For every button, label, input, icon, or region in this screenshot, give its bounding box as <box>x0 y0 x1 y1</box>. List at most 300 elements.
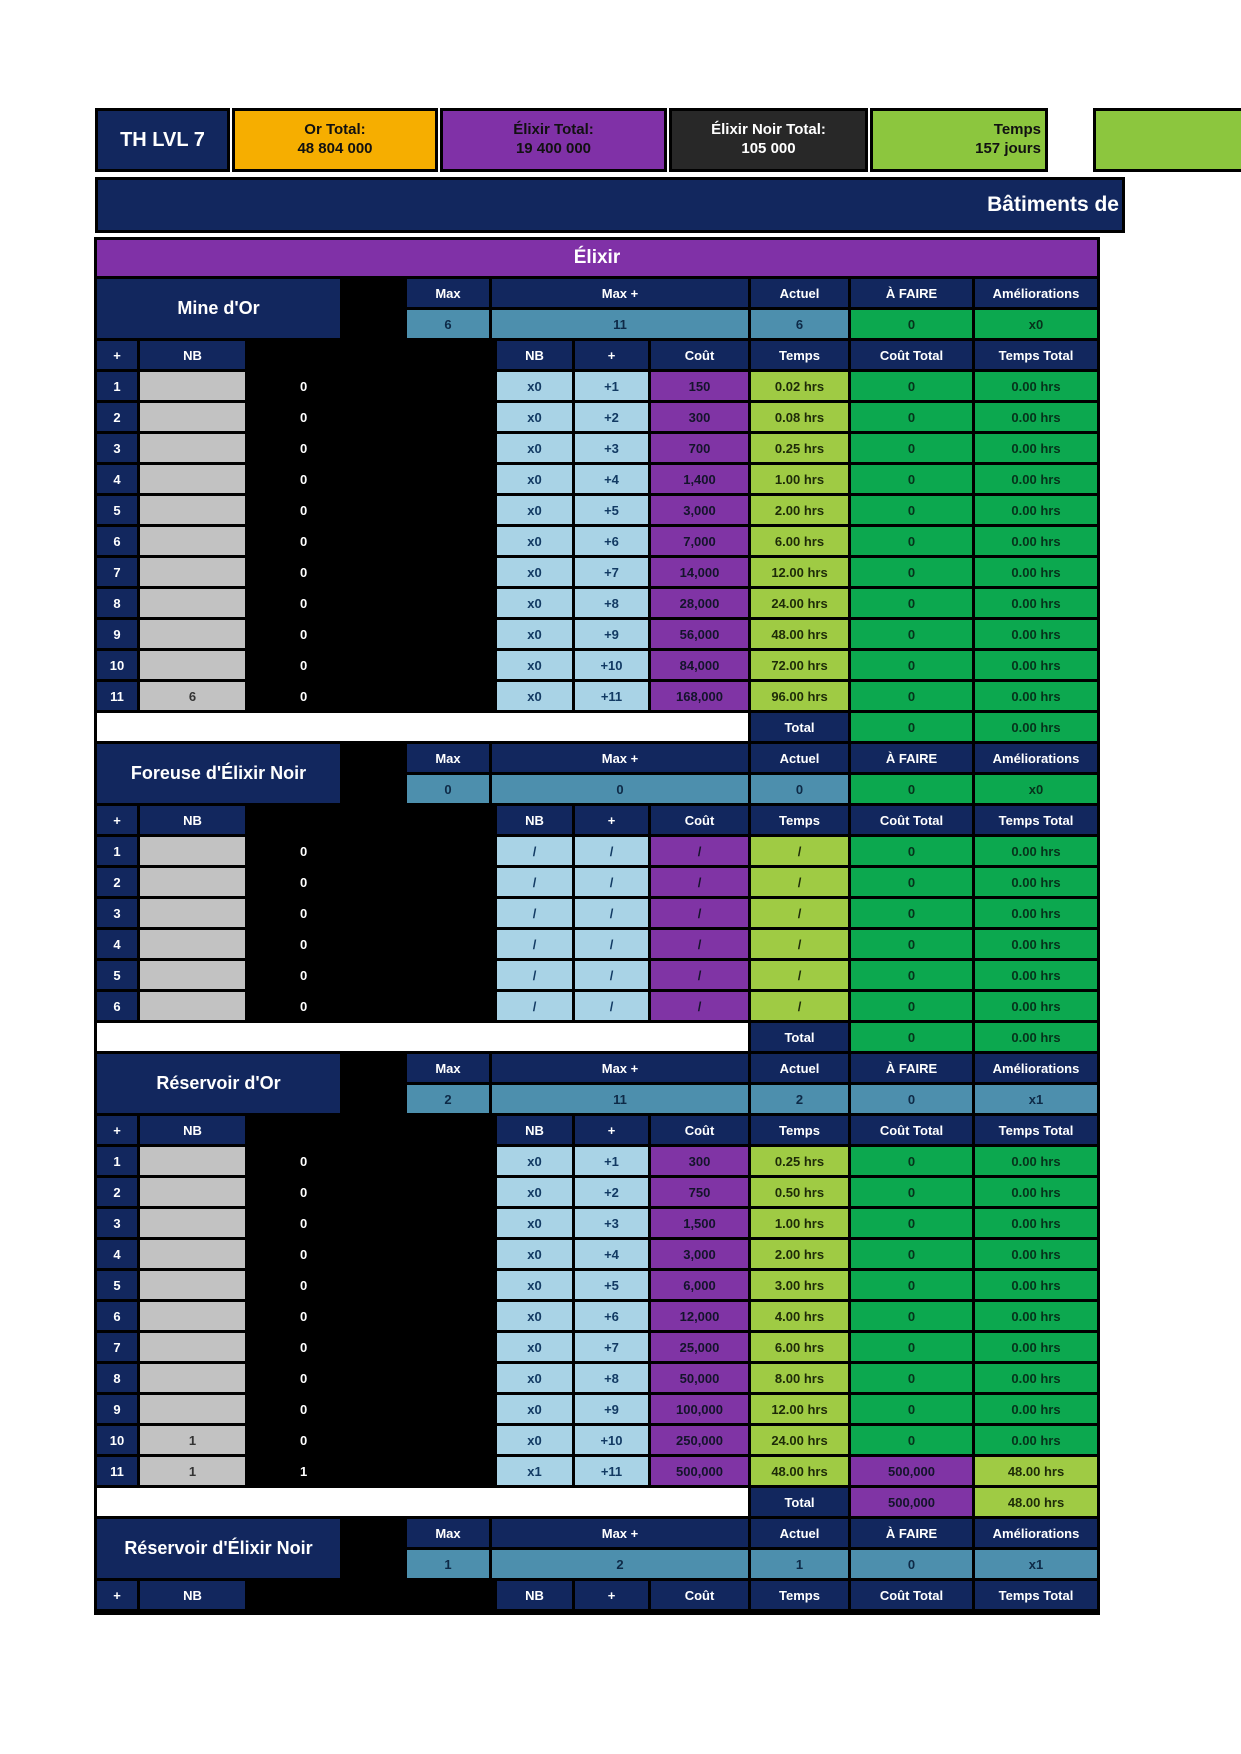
temps-total-cell[interactable]: 0.00 hrs <box>975 434 1097 462</box>
cout-total-cell[interactable]: 0 <box>851 961 972 989</box>
nb-x-cell[interactable]: x0 <box>497 372 572 400</box>
cout-cell[interactable]: 168,000 <box>651 682 748 710</box>
cout-cell[interactable]: / <box>651 961 748 989</box>
nb-input-cell[interactable] <box>140 1364 245 1392</box>
plus-cell[interactable]: +11 <box>575 682 648 710</box>
ameliorations-value-cell[interactable]: x0 <box>975 775 1097 803</box>
plus-cell[interactable]: +6 <box>575 527 648 555</box>
max-plus-value-cell[interactable]: 2 <box>492 1550 748 1578</box>
temps-cell[interactable]: 2.00 hrs <box>751 1240 848 1268</box>
temps-total-cell[interactable]: 0.00 hrs <box>975 868 1097 896</box>
plus-cell[interactable]: / <box>575 930 648 958</box>
nb-x-cell[interactable]: x0 <box>497 1426 572 1454</box>
dark-elixir-total-cell[interactable] <box>669 108 868 172</box>
count-cell[interactable]: 0 <box>248 403 494 431</box>
actuel-value-cell[interactable]: 2 <box>751 1085 848 1113</box>
nb-input-cell[interactable] <box>140 558 245 586</box>
temps-cell[interactable]: 0.25 hrs <box>751 434 848 462</box>
plus-cell[interactable]: +10 <box>575 651 648 679</box>
cout-cell[interactable]: 1,400 <box>651 465 748 493</box>
temps-total-cell[interactable]: 0.00 hrs <box>975 1209 1097 1237</box>
plus-cell[interactable]: +7 <box>575 558 648 586</box>
a-faire-header: À FAIRE <box>851 1054 972 1082</box>
max-plus-value-cell[interactable]: 11 <box>492 1085 748 1113</box>
cout-total-cell[interactable]: 0 <box>851 992 972 1020</box>
count-cell[interactable]: 0 <box>248 992 494 1020</box>
cout-total-cell[interactable]: 0 <box>851 1240 972 1268</box>
nb-input-cell[interactable] <box>140 527 245 555</box>
cout-total-cell[interactable]: 0 <box>851 899 972 927</box>
cout-cell[interactable]: / <box>651 899 748 927</box>
level-cell[interactable]: 1 <box>97 1147 137 1175</box>
cout-cell[interactable]: 300 <box>651 1147 748 1175</box>
nb-input-cell[interactable] <box>140 651 245 679</box>
cout-total-cell[interactable]: 0 <box>851 1333 972 1361</box>
town-hall-level-cell[interactable] <box>95 108 230 172</box>
temps-total-cell[interactable]: 0.00 hrs <box>975 372 1097 400</box>
ameliorations-value-cell[interactable]: x1 <box>975 1085 1097 1113</box>
nb-input-cell[interactable] <box>140 372 245 400</box>
level-cell[interactable]: 5 <box>97 496 137 524</box>
temps-total-cell[interactable]: 0.00 hrs <box>975 1364 1097 1392</box>
nb-input-cell[interactable] <box>140 1302 245 1330</box>
plus-cell[interactable]: +10 <box>575 1426 648 1454</box>
count-cell[interactable]: 0 <box>248 682 494 710</box>
gold-total-cell[interactable] <box>232 108 438 172</box>
cout-cell[interactable]: 750 <box>651 1178 748 1206</box>
temps-total-cell[interactable]: 0.00 hrs <box>975 992 1097 1020</box>
temps-total-cell[interactable]: 0.00 hrs <box>975 465 1097 493</box>
count-cell[interactable]: 0 <box>248 1426 494 1454</box>
nb-x-cell[interactable]: x0 <box>497 620 572 648</box>
count-cell[interactable]: 1 <box>248 1457 494 1485</box>
count-cell[interactable]: 0 <box>248 434 494 462</box>
level-cell[interactable]: 11 <box>97 682 137 710</box>
nb-input-cell[interactable] <box>140 837 245 865</box>
nb-input-cell[interactable] <box>140 1333 245 1361</box>
cout-cell[interactable]: 3,000 <box>651 496 748 524</box>
screenshot-seam-gap <box>1048 108 1093 172</box>
cout-cell[interactable]: / <box>651 837 748 865</box>
level-cell[interactable]: 5 <box>97 961 137 989</box>
nb-input-cell[interactable] <box>140 1240 245 1268</box>
nb-input-cell[interactable] <box>140 1271 245 1299</box>
cout-total-cell[interactable]: 0 <box>851 930 972 958</box>
count-cell[interactable]: 0 <box>248 558 494 586</box>
count-cell[interactable]: 0 <box>248 589 494 617</box>
nb-x-cell[interactable]: x0 <box>497 1302 572 1330</box>
nb-x-cell[interactable]: x0 <box>497 496 572 524</box>
plus-cell[interactable]: +6 <box>575 1302 648 1330</box>
temps-cell[interactable]: 0.25 hrs <box>751 1147 848 1175</box>
nb-x-cell[interactable]: / <box>497 837 572 865</box>
count-cell[interactable]: 0 <box>248 496 494 524</box>
count-cell[interactable]: 0 <box>248 651 494 679</box>
count-cell[interactable]: 0 <box>248 961 494 989</box>
level-cell[interactable]: 9 <box>97 1395 137 1423</box>
nb-input-cell[interactable]: 1 <box>140 1457 245 1485</box>
level-cell[interactable]: 6 <box>97 1302 137 1330</box>
count-cell[interactable]: 0 <box>248 868 494 896</box>
total-cout-cell[interactable]: 0 <box>851 1023 972 1051</box>
cout-total-cell[interactable]: 0 <box>851 1364 972 1392</box>
a-faire-value-cell[interactable]: 0 <box>851 1550 972 1578</box>
plus-cell[interactable]: / <box>575 837 648 865</box>
plus-cell[interactable]: +9 <box>575 620 648 648</box>
cout-cell[interactable]: / <box>651 868 748 896</box>
section-name: Mine d'Or <box>97 279 340 338</box>
cout-total-cell[interactable]: 0 <box>851 1147 972 1175</box>
temps-cell[interactable]: 8.00 hrs <box>751 1364 848 1392</box>
nb-input-cell[interactable] <box>140 961 245 989</box>
buildings-banner-label: Bâtiments de <box>987 193 1119 216</box>
cout-cell[interactable]: / <box>651 930 748 958</box>
nb-input-cell[interactable] <box>140 403 245 431</box>
temps-cell[interactable]: 2.00 hrs <box>751 496 848 524</box>
plus-cell[interactable]: / <box>575 899 648 927</box>
temps-cell[interactable]: 1.00 hrs <box>751 465 848 493</box>
cout-cell[interactable]: 28,000 <box>651 589 748 617</box>
level-cell[interactable]: 3 <box>97 434 137 462</box>
ameliorations-value-cell[interactable]: x0 <box>975 310 1097 338</box>
nb-x-cell[interactable]: / <box>497 930 572 958</box>
nb-input-cell[interactable] <box>140 1147 245 1175</box>
a-faire-value-cell[interactable]: 0 <box>851 310 972 338</box>
total-row-spacer <box>97 713 748 741</box>
total-temps-cell[interactable]: 48.00 hrs <box>975 1488 1097 1516</box>
level-cell[interactable]: 9 <box>97 620 137 648</box>
nb-x-cell[interactable]: x0 <box>497 682 572 710</box>
level-cell[interactable]: 4 <box>97 930 137 958</box>
level-cell[interactable]: 7 <box>97 558 137 586</box>
cout-cell[interactable]: 3,000 <box>651 1240 748 1268</box>
cout-total-cell[interactable]: 0 <box>851 1178 972 1206</box>
nb-x-cell[interactable]: x0 <box>497 434 572 462</box>
temps-cell[interactable]: 0.50 hrs <box>751 1178 848 1206</box>
temps-cell[interactable]: / <box>751 930 848 958</box>
level-cell[interactable]: 6 <box>97 992 137 1020</box>
level-cell[interactable]: 2 <box>97 868 137 896</box>
level-cell[interactable]: 7 <box>97 1333 137 1361</box>
a-faire-header: À FAIRE <box>851 1519 972 1547</box>
upgrade-table <box>94 237 1100 1615</box>
count-cell[interactable]: 0 <box>248 1395 494 1423</box>
section-header <box>97 279 1097 338</box>
temps-cell[interactable]: 48.00 hrs <box>751 1457 848 1485</box>
actuel-value-cell[interactable]: 0 <box>751 775 848 803</box>
nb-input-cell[interactable] <box>140 992 245 1020</box>
column-header-gap <box>248 1116 494 1144</box>
level-cell[interactable]: 1 <box>97 837 137 865</box>
cout-total-cell[interactable]: 0 <box>851 651 972 679</box>
nb-x-cell[interactable]: x0 <box>497 403 572 431</box>
level-cell[interactable]: 10 <box>97 651 137 679</box>
plus-cell[interactable]: +9 <box>575 1395 648 1423</box>
count-cell[interactable]: 0 <box>248 899 494 927</box>
level-cell[interactable]: 2 <box>97 403 137 431</box>
temps-cell[interactable]: / <box>751 837 848 865</box>
level-cell[interactable]: 11 <box>97 1457 137 1485</box>
max-value-cell[interactable]: 0 <box>407 775 489 803</box>
cout-cell[interactable]: 700 <box>651 434 748 462</box>
nb-x-cell[interactable]: x0 <box>497 1333 572 1361</box>
actuel-value-cell[interactable]: 6 <box>751 310 848 338</box>
plus-cell[interactable]: / <box>575 992 648 1020</box>
section-header-gap <box>343 1054 404 1113</box>
temps-cell[interactable]: 6.00 hrs <box>751 1333 848 1361</box>
nb-x-cell[interactable]: / <box>497 899 572 927</box>
temps-total-cell[interactable]: 0.00 hrs <box>975 558 1097 586</box>
cout-total-cell[interactable]: 0 <box>851 620 972 648</box>
nb-input-cell[interactable] <box>140 496 245 524</box>
level-cell[interactable]: 6 <box>97 527 137 555</box>
nb-input-cell[interactable] <box>140 434 245 462</box>
section-name: Réservoir d'Or <box>97 1054 340 1113</box>
plus-cell[interactable]: +3 <box>575 1209 648 1237</box>
temps-total-cell[interactable]: 0.00 hrs <box>975 837 1097 865</box>
temps-cell[interactable]: 4.00 hrs <box>751 1302 848 1330</box>
max-plus-value-cell[interactable]: 11 <box>492 310 748 338</box>
cout-total-cell[interactable]: 0 <box>851 1209 972 1237</box>
count-cell[interactable]: 0 <box>248 465 494 493</box>
a-faire-value-cell[interactable]: 0 <box>851 1085 972 1113</box>
plus-cell[interactable]: +4 <box>575 465 648 493</box>
plus-cell[interactable]: +4 <box>575 1240 648 1268</box>
count-cell[interactable]: 0 <box>248 1178 494 1206</box>
nb-input-cell[interactable] <box>140 465 245 493</box>
temps-total-cell[interactable]: 0.00 hrs <box>975 961 1097 989</box>
count-cell[interactable]: 0 <box>248 1364 494 1392</box>
cout-cell[interactable]: 6,000 <box>651 1271 748 1299</box>
nb-x-cell[interactable]: / <box>497 868 572 896</box>
cout-total-cell[interactable]: 0 <box>851 558 972 586</box>
plus-cell[interactable]: +5 <box>575 1271 648 1299</box>
count-cell[interactable]: 0 <box>248 1240 494 1268</box>
temps-column-header: Temps <box>751 806 848 834</box>
temps-cell[interactable]: / <box>751 868 848 896</box>
cout-total-cell[interactable]: 0 <box>851 589 972 617</box>
cout-cell[interactable]: 56,000 <box>651 620 748 648</box>
temps-cell[interactable]: 3.00 hrs <box>751 1271 848 1299</box>
cout-cell[interactable]: 100,000 <box>651 1395 748 1423</box>
temps-total-cell[interactable]: 0.00 hrs <box>975 620 1097 648</box>
temps-total-cell[interactable]: 0.00 hrs <box>975 651 1097 679</box>
max-value-cell[interactable]: 2 <box>407 1085 489 1113</box>
nb-x-cell[interactable]: / <box>497 992 572 1020</box>
cout-total-cell[interactable]: 0 <box>851 1395 972 1423</box>
temps-total-cell[interactable]: 0.00 hrs <box>975 496 1097 524</box>
nb-x-cell[interactable]: x0 <box>497 527 572 555</box>
temps-cell[interactable]: 24.00 hrs <box>751 589 848 617</box>
nb-input-cell[interactable] <box>140 589 245 617</box>
ameliorations-value-cell[interactable]: x1 <box>975 1550 1097 1578</box>
temps-cell[interactable]: 0.08 hrs <box>751 403 848 431</box>
total-cout-cell[interactable]: 0 <box>851 713 972 741</box>
cout-total-cell[interactable]: 0 <box>851 496 972 524</box>
actuel-value-cell[interactable]: 1 <box>751 1550 848 1578</box>
nb-x-cell[interactable]: x0 <box>497 465 572 493</box>
cout-total-cell[interactable]: 0 <box>851 868 972 896</box>
max-plus-value-cell[interactable]: 0 <box>492 775 748 803</box>
temps-total-cell[interactable]: 0.00 hrs <box>975 1240 1097 1268</box>
temps-cell[interactable]: 6.00 hrs <box>751 527 848 555</box>
cout-cell[interactable]: 12,000 <box>651 1302 748 1330</box>
plus-cell[interactable]: / <box>575 868 648 896</box>
max-value-cell[interactable]: 1 <box>407 1550 489 1578</box>
nb-input-cell[interactable] <box>140 899 245 927</box>
nb-input-cell[interactable] <box>140 930 245 958</box>
nb-input-cell[interactable] <box>140 620 245 648</box>
count-cell[interactable]: 0 <box>248 372 494 400</box>
max-header: Max <box>407 1054 489 1082</box>
a-faire-value-cell[interactable]: 0 <box>851 775 972 803</box>
plus-cell[interactable]: +11 <box>575 1457 648 1485</box>
nb-x-cell[interactable]: x0 <box>497 558 572 586</box>
nb-column-header: NB <box>140 1581 245 1609</box>
temps-total-cell[interactable]: 0.00 hrs <box>975 589 1097 617</box>
plus-cell[interactable]: +5 <box>575 496 648 524</box>
temps-total-cell[interactable]: 0.00 hrs <box>975 1395 1097 1423</box>
plus-cell[interactable]: +8 <box>575 589 648 617</box>
cout-cell[interactable]: / <box>651 992 748 1020</box>
nb-input-cell[interactable]: 6 <box>140 682 245 710</box>
temps-total-cell[interactable]: 0.00 hrs <box>975 403 1097 431</box>
cout-cell[interactable]: 50,000 <box>651 1364 748 1392</box>
cout-total-cell[interactable]: 0 <box>851 1302 972 1330</box>
temps-cell[interactable]: 24.00 hrs <box>751 1426 848 1454</box>
nb-x-cell[interactable]: x1 <box>497 1457 572 1485</box>
nb-input-cell[interactable]: 1 <box>140 1426 245 1454</box>
total-temps-cell[interactable]: 0.00 hrs <box>975 713 1097 741</box>
total-cout-cell[interactable]: 500,000 <box>851 1488 972 1516</box>
nb-x-cell[interactable]: x0 <box>497 1271 572 1299</box>
cout-cell[interactable]: 250,000 <box>651 1426 748 1454</box>
plus-cell[interactable]: +1 <box>575 372 648 400</box>
plus-cell[interactable]: / <box>575 961 648 989</box>
temps-total-cell[interactable]: 0.00 hrs <box>975 1333 1097 1361</box>
cout-total-cell[interactable]: 0 <box>851 837 972 865</box>
temps-total-cell[interactable]: 0.00 hrs <box>975 527 1097 555</box>
temps-total-cell[interactable]: 0.00 hrs <box>975 1178 1097 1206</box>
temps-total-cell[interactable]: 0.00 hrs <box>975 1147 1097 1175</box>
level-cell[interactable]: 10 <box>97 1426 137 1454</box>
temps-total-cell[interactable]: 48.00 hrs <box>975 1457 1097 1485</box>
temps-total-cell[interactable]: 0.00 hrs <box>975 1271 1097 1299</box>
plus-cell[interactable]: +1 <box>575 1147 648 1175</box>
count-cell[interactable]: 0 <box>248 930 494 958</box>
count-cell[interactable]: 0 <box>248 1271 494 1299</box>
nb-x-cell[interactable]: x0 <box>497 1395 572 1423</box>
temps-cell[interactable]: 0.02 hrs <box>751 372 848 400</box>
temps-total-cell[interactable]: 0.00 hrs <box>975 899 1097 927</box>
cout-cell[interactable]: 25,000 <box>651 1333 748 1361</box>
temps-cell[interactable]: 12.00 hrs <box>751 558 848 586</box>
temps-total-cell[interactable]: 0.00 hrs <box>975 682 1097 710</box>
max-value-cell[interactable]: 6 <box>407 310 489 338</box>
elixir-total-cell[interactable] <box>440 108 667 172</box>
plus-cell[interactable]: +7 <box>575 1333 648 1361</box>
cout-total-cell[interactable]: 0 <box>851 372 972 400</box>
count-cell[interactable]: 0 <box>248 1302 494 1330</box>
temps-total-cell[interactable]: 0.00 hrs <box>975 1302 1097 1330</box>
nb-input-cell[interactable] <box>140 868 245 896</box>
time-total-cell[interactable] <box>870 108 1048 172</box>
plus-cell[interactable]: +8 <box>575 1364 648 1392</box>
total-temps-cell[interactable]: 0.00 hrs <box>975 1023 1097 1051</box>
count-cell[interactable]: 0 <box>248 1209 494 1237</box>
cout-total-cell[interactable]: 0 <box>851 465 972 493</box>
nb-input-cell[interactable] <box>140 1209 245 1237</box>
plus-cell[interactable]: +2 <box>575 1178 648 1206</box>
count-cell[interactable]: 0 <box>248 837 494 865</box>
cout-cell[interactable]: 500,000 <box>651 1457 748 1485</box>
nb-x-cell[interactable]: x0 <box>497 1364 572 1392</box>
cout-cell[interactable]: 150 <box>651 372 748 400</box>
level-cell[interactable]: 5 <box>97 1271 137 1299</box>
temps-cell[interactable]: / <box>751 961 848 989</box>
cout-total-column-header: Coût Total <box>851 806 972 834</box>
cout-total-cell[interactable]: 500,000 <box>851 1457 972 1485</box>
cout-cell[interactable]: 14,000 <box>651 558 748 586</box>
cout-cell[interactable]: 1,500 <box>651 1209 748 1237</box>
count-cell[interactable]: 0 <box>248 1147 494 1175</box>
cout-total-cell[interactable]: 0 <box>851 682 972 710</box>
nb-input-cell[interactable] <box>140 1395 245 1423</box>
a-faire-header: À FAIRE <box>851 744 972 772</box>
cout-total-cell[interactable]: 0 <box>851 1426 972 1454</box>
nb-x-cell[interactable]: / <box>497 961 572 989</box>
cout-total-cell[interactable]: 0 <box>851 1271 972 1299</box>
level-cell[interactable]: 4 <box>97 465 137 493</box>
nb-x-cell[interactable]: x0 <box>497 1147 572 1175</box>
nb-input-cell[interactable] <box>140 1178 245 1206</box>
count-cell[interactable]: 0 <box>248 1333 494 1361</box>
level-cell[interactable]: 8 <box>97 589 137 617</box>
temps-cell[interactable]: / <box>751 899 848 927</box>
nb-x-cell[interactable]: x0 <box>497 1240 572 1268</box>
temps-cell[interactable]: 48.00 hrs <box>751 620 848 648</box>
nb-x-cell[interactable]: x0 <box>497 651 572 679</box>
level-cell[interactable]: 2 <box>97 1178 137 1206</box>
level-cell[interactable]: 1 <box>97 372 137 400</box>
nb-x-cell[interactable]: x0 <box>497 589 572 617</box>
cout-cell[interactable]: 7,000 <box>651 527 748 555</box>
level-cell[interactable]: 3 <box>97 1209 137 1237</box>
cout-total-column-header: Coût Total <box>851 1581 972 1609</box>
nb-x-cell[interactable]: x0 <box>497 1178 572 1206</box>
cout-cell[interactable]: 300 <box>651 403 748 431</box>
temps-cell[interactable]: 1.00 hrs <box>751 1209 848 1237</box>
temps-total-cell[interactable]: 0.00 hrs <box>975 1426 1097 1454</box>
plus-cell[interactable]: +2 <box>575 403 648 431</box>
level-cell[interactable]: 4 <box>97 1240 137 1268</box>
temps-cell[interactable]: 96.00 hrs <box>751 682 848 710</box>
temps-cell[interactable]: 72.00 hrs <box>751 651 848 679</box>
nb-x-cell[interactable]: x0 <box>497 1209 572 1237</box>
temps-cell[interactable]: 12.00 hrs <box>751 1395 848 1423</box>
temps-total-cell[interactable]: 0.00 hrs <box>975 930 1097 958</box>
plus-cell[interactable]: +3 <box>575 434 648 462</box>
cout-cell[interactable]: 84,000 <box>651 651 748 679</box>
count-cell[interactable]: 0 <box>248 527 494 555</box>
level-cell[interactable]: 8 <box>97 1364 137 1392</box>
cout-total-cell[interactable]: 0 <box>851 403 972 431</box>
level-cell[interactable]: 3 <box>97 899 137 927</box>
count-cell[interactable]: 0 <box>248 620 494 648</box>
cout-total-cell[interactable]: 0 <box>851 434 972 462</box>
temps-cell[interactable]: / <box>751 992 848 1020</box>
cout-total-cell[interactable]: 0 <box>851 527 972 555</box>
